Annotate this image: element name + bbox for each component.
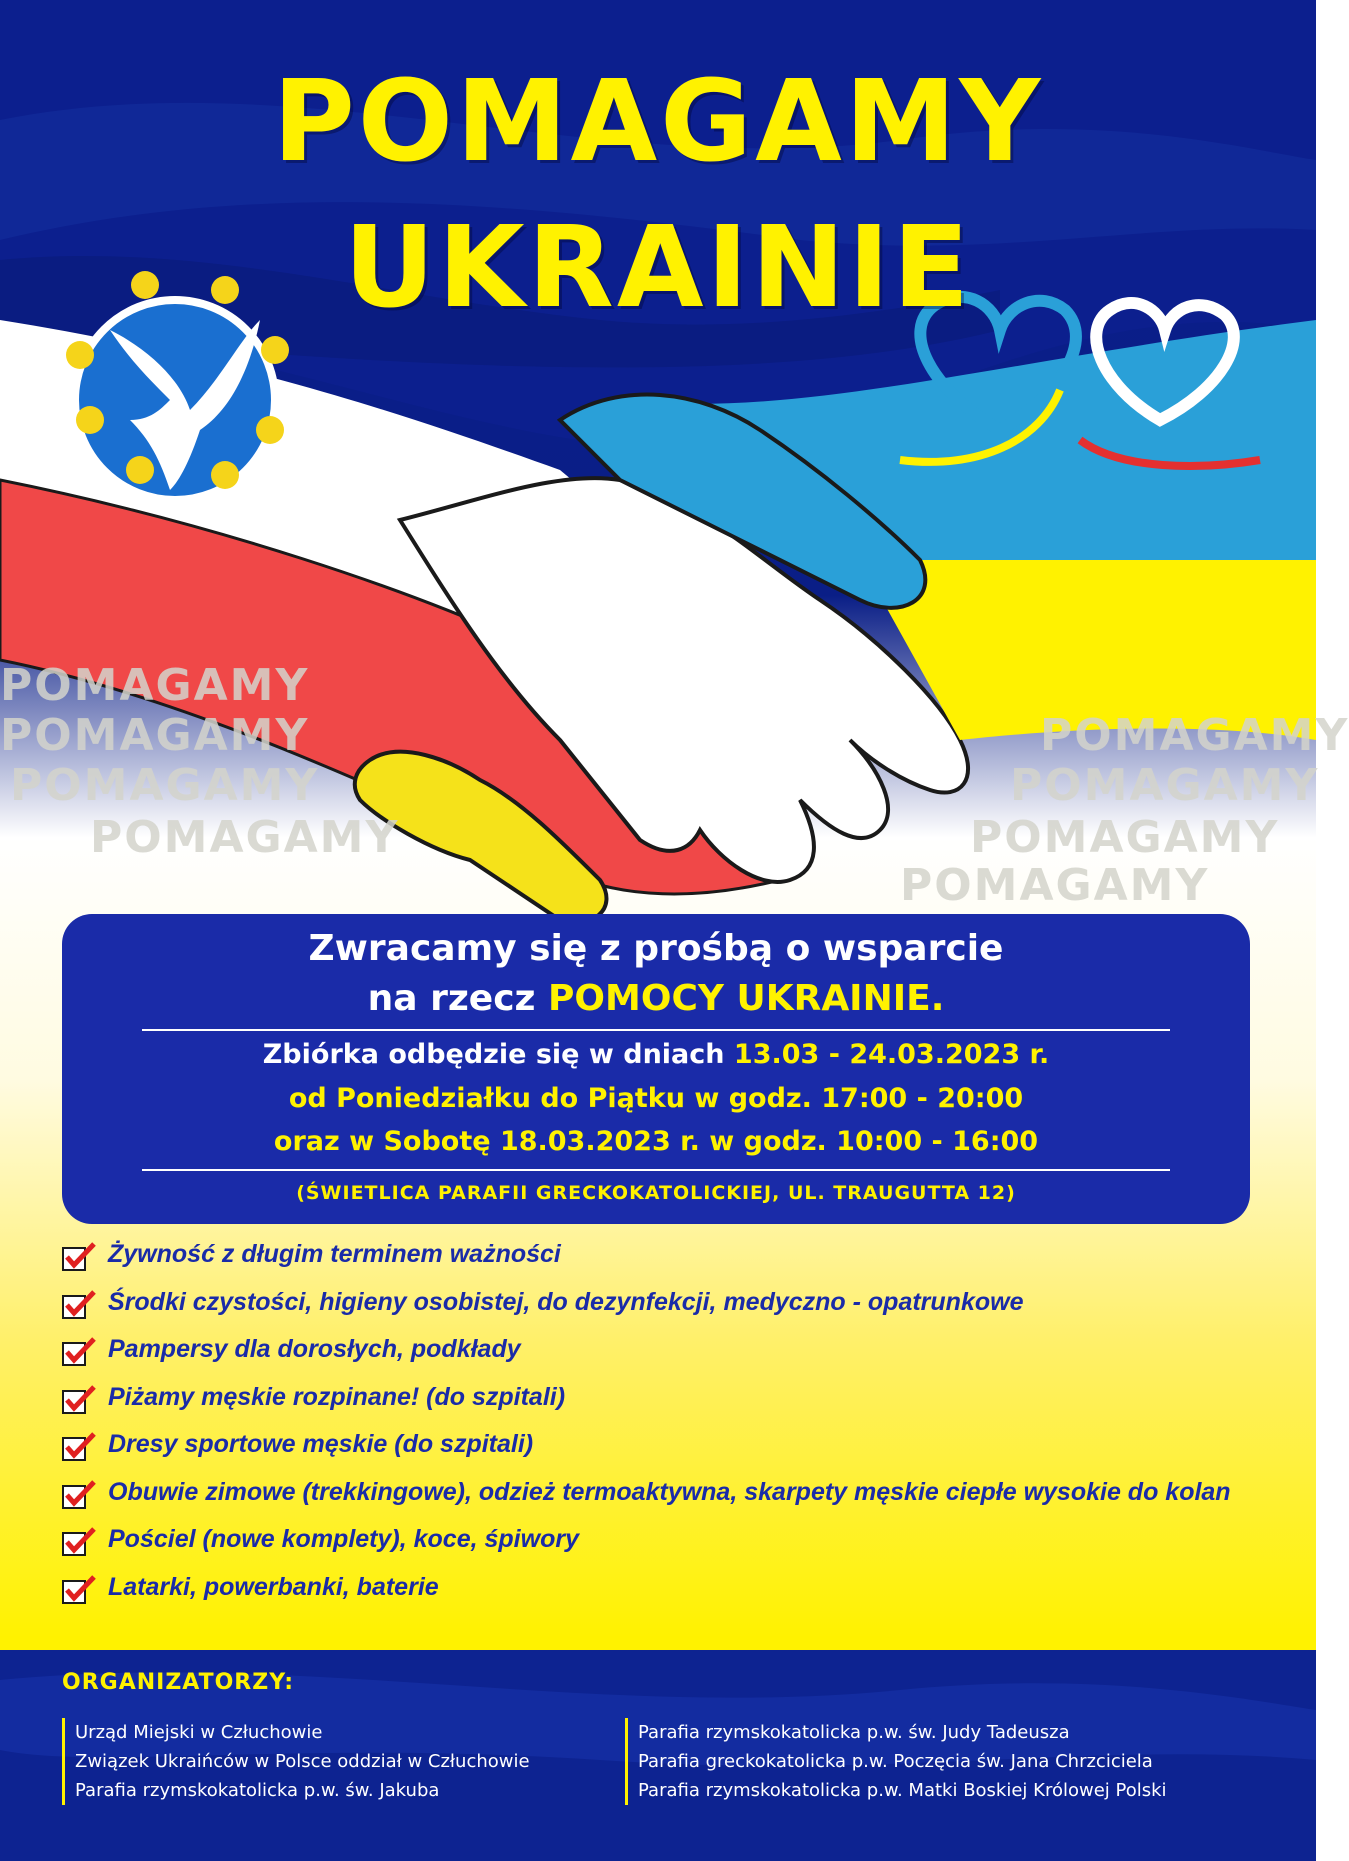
organizer-name: Parafia rzymskokatolicka p.w. Matki Boskiej Królowej Polski [638,1780,1167,1801]
watermark-text: POMAGAMY [0,660,310,711]
checkmark-icon [62,1480,96,1510]
item-text: Pościel (nowe komplety), koce, śpiwory [108,1525,579,1553]
checkmark-icon [62,1385,96,1415]
organizer-name: Związek Ukraińców w Polsce oddział w Człuchowie [75,1751,530,1772]
watermark-text: POMAGAMY [1010,760,1320,811]
saturday-hours: oraz w Sobotę 18.03.2023 r. w godz. 10:00 - 16:00 [273,1126,1039,1157]
organizers-footer [0,1650,1316,1861]
organizers-right-column [625,1718,1167,1805]
checkmark-icon [62,1242,96,1272]
organizers-left-column [62,1718,530,1805]
watermark-text: POMAGAMY [0,710,310,761]
location: (ŚWIETLICA PARAFII GRECKOKATOLICKIEJ, UL. TRAUGUTTA 12) [296,1182,1016,1204]
item-text: Piżamy męskie rozpinane! (do szpitali) [108,1382,566,1411]
dates-prefix: Zbiórka odbędzie się w dniach [262,1039,725,1070]
divider [142,1029,1170,1031]
info-box [62,914,1250,1224]
list-item [62,1523,1302,1571]
organizers-label: ORGANIZATORZY: [62,1670,295,1695]
checkmark-icon [62,1337,96,1367]
weekday-hours: od Poniedziałku do Piątku w godz. 17:00 - 20:00 [288,1083,1024,1114]
items-list [62,1238,1302,1618]
divider [142,1169,1170,1171]
watermark-text: POMAGAMY [900,860,1210,911]
list-item [62,1286,1302,1334]
watermark-text: POMAGAMY [970,812,1280,863]
checkmark-icon [62,1527,96,1557]
appeal-line2 [62,978,1250,1019]
dates-line [62,1039,1250,1070]
watermark-text: POMAGAMY [1040,710,1349,761]
appeal-line2-prefix: na rzecz [367,978,536,1019]
title-line2: UKRAINIE [343,203,973,333]
checkmark-icon [62,1432,96,1462]
list-item [62,1476,1302,1524]
list-item [62,1381,1302,1429]
list-item [62,1428,1302,1476]
organizer-name: Urząd Miejski w Człuchowie [75,1722,323,1743]
dates-value: 13.03 - 24.03.2023 r. [733,1039,1050,1070]
organizer-name: Parafia rzymskokatolicka p.w. św. Jakuba [75,1780,440,1801]
title-line1: POMAGAMY [272,57,1044,187]
appeal-line1: Zwracamy się z prośbą o wsparcie [308,928,1004,969]
watermark-text: POMAGAMY [10,760,320,811]
organizer-name: Parafia greckokatolicka p.w. Poczęcia św. Jana Chrzciciela [638,1751,1153,1772]
item-text: Latarki, powerbanki, baterie [108,1572,439,1601]
list-item [62,1571,1302,1619]
appeal-line2-highlight: POMOCY UKRAINIE. [548,978,945,1019]
item-text: Obuwie zimowe (trekkingowe), odzież termoaktywna, skarpety męskie ciepłe wysokie do kolan [108,1477,1231,1506]
item-text: Pampersy dla dorosłych, podkłady [108,1335,521,1363]
checkmark-icon [62,1575,96,1605]
list-item [62,1333,1302,1381]
item-text: Żywność z długim terminem ważności [108,1240,561,1268]
item-text: Dresy sportowe męskie (do szpitali) [108,1430,534,1458]
watermark-text: POMAGAMY [90,812,400,863]
checkmark-icon [62,1290,96,1320]
organizer-name: Parafia rzymskokatolicka p.w. św. Judy Tadeusza [638,1722,1070,1743]
item-text: Środki czystości, higieny osobistej, do dezynfekcji, medyczno - opatrunkowe [108,1287,1024,1316]
list-item [62,1238,1302,1286]
